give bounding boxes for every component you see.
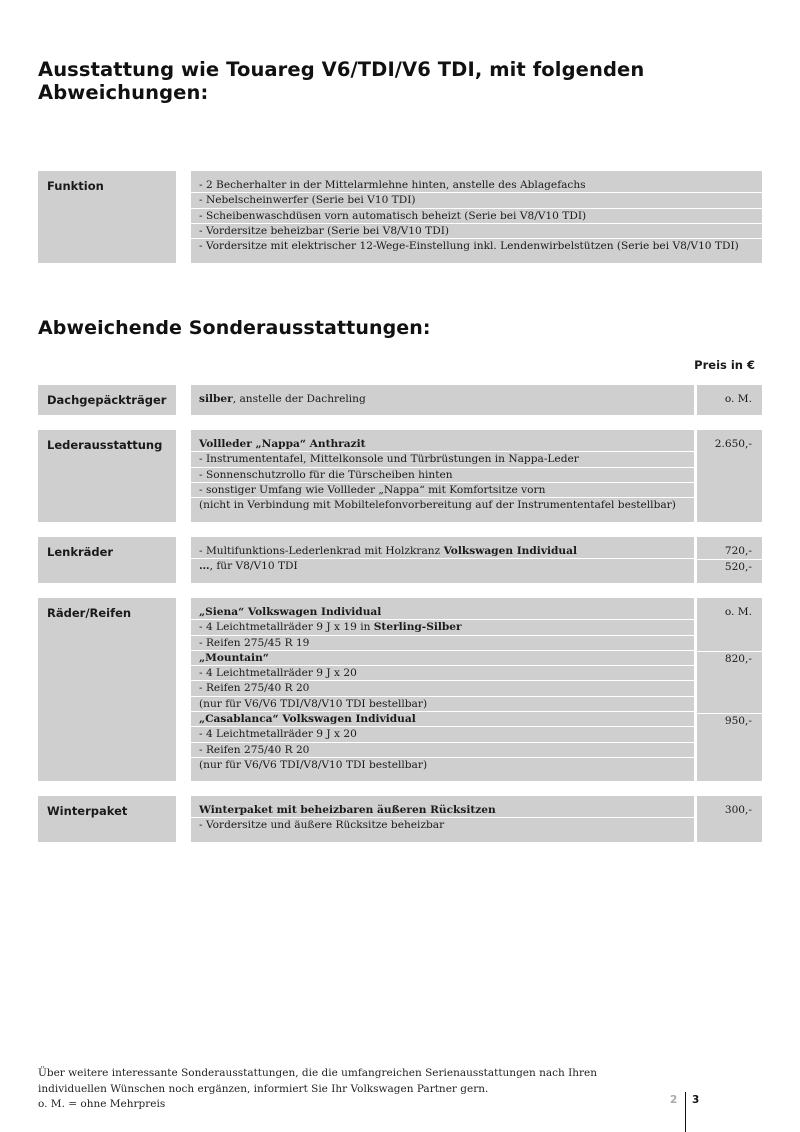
list-item bbox=[191, 392, 694, 407]
list-item bbox=[191, 605, 694, 620]
lenk-lines bbox=[191, 537, 694, 583]
list-item: - Instrumententafel, Mittelkonsole und Türbrüstungen in Nappa-Leder bbox=[191, 452, 694, 467]
price-value: 520,- bbox=[724, 561, 752, 574]
list-item: - 4 Leichtmetallräder 9 J x 20 bbox=[191, 727, 694, 742]
list-item: (nicht in Verbindung mit Mobiltelefonvorbereitung auf der Instrumententafel bestellbar) bbox=[199, 499, 676, 512]
list-item: - Vordersitze beheizbar (Serie bei V8/V10 TDI) bbox=[191, 224, 762, 239]
price-value: 820,- bbox=[724, 652, 752, 665]
list-item bbox=[191, 544, 694, 559]
leder-label: Lederausstattung bbox=[38, 430, 176, 522]
list-item bbox=[191, 803, 694, 818]
list-item: - 2 Becherhalter in der Mittelarmlehne hinten, anstelle des Ablagefachs bbox=[191, 178, 762, 193]
winter-label: Winterpaket bbox=[38, 796, 176, 842]
siena-head: „Siena“ Volkswagen Individual bbox=[199, 606, 382, 618]
page-number-current: 3 bbox=[692, 1094, 700, 1106]
price-column-header: Preis in € bbox=[694, 358, 755, 372]
footer-note bbox=[38, 1066, 597, 1113]
section-title: Abweichende Sonderausstattungen: bbox=[38, 317, 431, 339]
list-item: - Vordersitze und äußere Rücksitze beheizbar bbox=[199, 819, 445, 832]
list-item: (nur für V6/V6 TDI/V8/V10 TDI bestellbar) bbox=[191, 697, 694, 712]
list-item: - Nebelscheinwerfer (Serie bei V10 TDI) bbox=[191, 193, 762, 208]
leder-lines bbox=[191, 430, 694, 522]
list-item: - Reifen 275/40 R 20 bbox=[191, 681, 694, 696]
page-divider bbox=[685, 1092, 686, 1132]
list-item: - Reifen 275/40 R 20 bbox=[191, 743, 694, 758]
list-item: - sonstiger Umfang wie Vollleder „Nappa“ mit Komfortsitze vorn bbox=[191, 483, 694, 498]
list-item bbox=[191, 559, 694, 574]
dach-rest: , anstelle der Dachreling bbox=[232, 393, 366, 405]
leder-head: Vollleder „Nappa“ Anthrazit bbox=[199, 438, 366, 450]
page-number-previous: 2 bbox=[670, 1094, 678, 1106]
list-item bbox=[191, 620, 694, 635]
raeder-label: Räder/Reifen bbox=[38, 598, 176, 781]
funktion-block bbox=[38, 171, 762, 263]
leder-block bbox=[38, 430, 762, 522]
raeder-block bbox=[38, 598, 762, 781]
siena-l1-bold: Sterling-Silber bbox=[373, 621, 462, 634]
list-item: - Scheibenwaschdüsen vorn automatisch beheizt (Serie bei V8/V10 TDI) bbox=[191, 209, 762, 224]
lenk-line1-text: - Multifunktions-Lederlenkrad mit Holzkranz bbox=[199, 545, 444, 557]
list-item: (nur für V6/V6 TDI/V8/V10 TDI bestellbar) bbox=[199, 758, 428, 771]
raeder-price-cell bbox=[697, 598, 762, 781]
dach-lines bbox=[191, 385, 694, 415]
price-value: o. M. bbox=[724, 606, 752, 618]
list-item bbox=[191, 437, 694, 452]
funktion-lines bbox=[191, 171, 762, 263]
lenk-block bbox=[38, 537, 762, 583]
list-item bbox=[191, 651, 694, 666]
lenk-price-cell bbox=[697, 537, 762, 583]
page-title: Ausstattung wie Touareg V6/TDI/V6 TDI, mit folgenden Abweichungen: bbox=[38, 58, 645, 104]
price-value: 2.650,- bbox=[714, 438, 752, 450]
price-value: o. M. bbox=[724, 393, 752, 405]
winter-head: Winterpaket mit beheizbaren äußeren Rücksitzen bbox=[199, 804, 496, 816]
list-item: - 4 Leichtmetallräder 9 J x 20 bbox=[191, 666, 694, 681]
winter-lines bbox=[191, 796, 694, 842]
funktion-label: Funktion bbox=[38, 171, 176, 263]
list-item bbox=[191, 712, 694, 727]
price-value: 300,- bbox=[724, 804, 752, 816]
price-value: 950,- bbox=[724, 715, 752, 728]
winter-block bbox=[38, 796, 762, 842]
lenk-line2-bold: … bbox=[199, 560, 210, 573]
dach-block bbox=[38, 385, 762, 415]
mountain-head: „Mountain“ bbox=[199, 651, 269, 664]
list-item: - Sonnenschutzrollo für die Türscheiben hinten bbox=[191, 468, 694, 483]
footer-line: individuellen Wünschen noch ergänzen, informiert Sie Ihr Volkswagen Partner gern. bbox=[38, 1082, 489, 1095]
footer-legend: o. M. = ohne Mehrpreis bbox=[38, 1098, 166, 1110]
list-item: - Vordersitze mit elektrischer 12-Wege-Einstellung inkl. Lendenwirbelstützen (Serie bei V8/V10 TDI) bbox=[199, 240, 739, 253]
price-value: 720,- bbox=[697, 544, 762, 560]
winter-price-cell bbox=[697, 796, 762, 842]
casa-head: „Casablanca“ Volkswagen Individual bbox=[199, 713, 416, 726]
leder-price-cell bbox=[697, 430, 762, 522]
dach-bold: silber bbox=[199, 393, 233, 405]
dach-label: Dachgepäckträger bbox=[38, 385, 176, 415]
siena-l1-text: - 4 Leichtmetallräder 9 J x 19 in bbox=[199, 621, 374, 634]
raeder-lines bbox=[191, 598, 694, 781]
list-item: - Reifen 275/45 R 19 bbox=[191, 636, 694, 651]
dach-price-cell bbox=[697, 385, 762, 415]
lenk-line2-text: , für V8/V10 TDI bbox=[209, 560, 298, 573]
lenk-line1-bold: Volkswagen Individual bbox=[443, 545, 577, 557]
footer-line: Über weitere interessante Sonderausstattungen, die die umfangreichen Serienausstattungen nach Ihren bbox=[38, 1067, 598, 1079]
lenk-label: Lenkräder bbox=[38, 537, 176, 583]
